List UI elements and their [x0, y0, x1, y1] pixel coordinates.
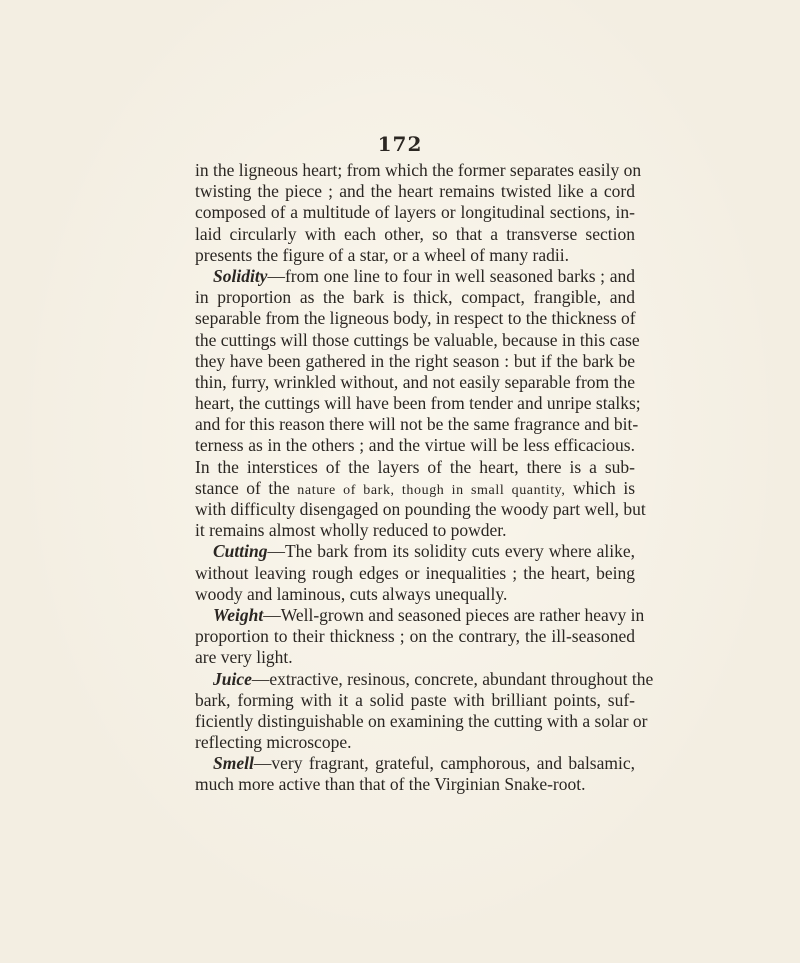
line-text: composed of a multitude of layers or longitudinal sections, in- — [195, 202, 635, 223]
text-line — [195, 181, 635, 202]
text-line — [195, 584, 635, 605]
line-text: heart, the cuttings will have been from tender and unripe stalks; — [195, 393, 641, 414]
line-text: with difficulty disengaged on pounding the woody part well, but — [195, 499, 646, 519]
text-line — [195, 287, 635, 308]
text-line — [195, 160, 642, 181]
text-line — [195, 732, 635, 753]
text-line — [195, 563, 635, 584]
line-text: —Well-grown and seasoned pieces are rather heavy in — [263, 604, 645, 625]
line-text: laid circularly with each other, so that a transverse section — [195, 223, 635, 244]
text-line — [195, 351, 635, 372]
body-text — [195, 160, 654, 796]
paragraph-heading-line — [195, 266, 635, 287]
text-line — [195, 774, 635, 795]
line-text: without leaving rough edges or inequalities ; the heart, being — [195, 562, 635, 583]
text-line — [195, 690, 635, 711]
line-text: the cuttings will those cuttings be valuable, because in this case — [195, 329, 640, 350]
line-text: in proportion as the bark is thick, compact, frangible, and — [195, 287, 635, 308]
line-text: In the interstices of the layers of the heart, there is a sub- — [195, 456, 635, 477]
text-line — [195, 478, 635, 499]
line-text: twisting the piece ; and the heart remains twisted like a cord — [195, 181, 635, 202]
text-line — [195, 224, 635, 245]
line-text: —from one line to four in well seasoned barks ; and — [267, 265, 635, 286]
text-line — [195, 393, 641, 414]
line-text: thin, furry, wrinkled without, and not easily separable from the — [195, 371, 635, 392]
text-line — [195, 308, 635, 329]
section-heading: Solidity — [213, 265, 268, 286]
line-text: they have been gathered in the right season : but if the bark be — [195, 350, 635, 371]
line-text: separable from the ligneous body, in respect to the thickness of — [195, 308, 636, 329]
text-line — [195, 245, 635, 266]
line-text: —The bark from its solidity cuts every where alike, — [267, 541, 635, 562]
line-text: —very fragrant, grateful, camphorous, and balsamic, — [253, 753, 635, 774]
section-heading: Cutting — [213, 541, 268, 562]
paragraph-heading-line — [195, 604, 645, 626]
paragraph-heading-line — [195, 753, 635, 774]
line-text: —extractive, resinous, concrete, abundant throughout the — [251, 668, 654, 689]
text-line — [195, 710, 648, 732]
text-line — [195, 499, 646, 520]
line-text: reflecting microscope. — [195, 732, 352, 753]
line-text: proportion to their thickness ; on the contrary, the ill-seasoned — [195, 626, 635, 647]
paragraph-heading-line — [195, 541, 635, 562]
section-heading: Juice — [213, 668, 252, 689]
text-line — [195, 647, 635, 668]
line-text: much more active than that of the Virginian Snake-root. — [195, 774, 586, 795]
line-text: in the ligneous heart; from which the former separates easily on — [195, 160, 642, 180]
text-line — [195, 372, 635, 393]
text-line — [195, 626, 635, 647]
line-text: bark, forming with it a solid paste with brilliant points, suf- — [195, 689, 635, 710]
line-text: ficiently distinguishable on examining the cutting with a solar or — [195, 710, 648, 731]
section-heading: Weight — [213, 604, 264, 625]
line-text: and for this reason there will not be the same fragrance and bit- — [195, 414, 639, 435]
line-text: are very light. — [195, 647, 293, 668]
text-line — [195, 202, 635, 223]
line-text: woody and laminous, cuts always unequally. — [195, 583, 508, 604]
text-line — [195, 457, 635, 478]
line-text: terness as in the others ; and the virtue will be less efficacious. — [195, 435, 635, 456]
line-text: stance of the nature of bark, though in small quantity, which is — [195, 477, 635, 498]
line-text: it remains almost wholly reduced to powder. — [195, 520, 507, 541]
line-text: presents the figure of a star, or a wheel of many radii. — [195, 244, 569, 265]
page-number: 172 — [377, 132, 423, 156]
section-heading: Smell — [213, 753, 254, 774]
text-line — [195, 414, 639, 435]
text-line — [195, 329, 640, 351]
text-line — [195, 435, 635, 456]
paragraph-heading-line — [195, 668, 654, 690]
text-line — [195, 520, 635, 541]
